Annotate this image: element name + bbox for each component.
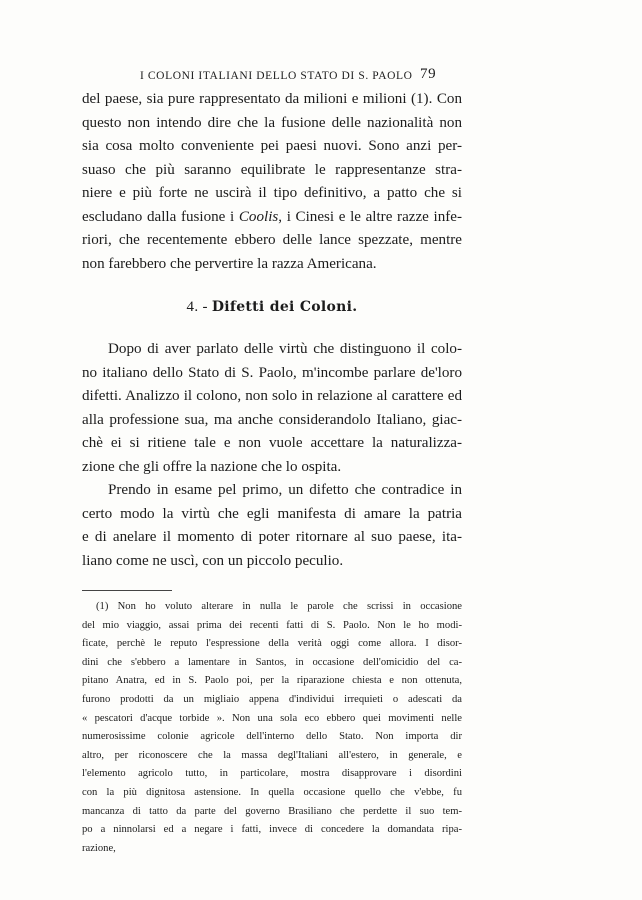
paragraph-2: [82, 479, 462, 573]
text-line: riori, che recentemente ebbero delle lance spezzate, mentre: [82, 232, 462, 248]
footnote-line: razione,: [82, 842, 116, 854]
text-line: sia cosa molto conveniente pei paesi nuovi. Sono anzi per-: [82, 138, 462, 154]
paragraph-intro: [82, 88, 462, 276]
footnote: [82, 598, 462, 858]
text-line: zione che gli offre la nazione che lo ospita.: [82, 458, 342, 475]
text-line: non farebbero che pervertire la razza Americana.: [82, 255, 377, 272]
footnote-line: con la più dignitosa astensione. In quella occasione quello che v'ebbe, fu: [82, 786, 462, 798]
section-heading: [82, 299, 462, 316]
text-line: Prendo in esame pel primo, un difetto che contradice in: [108, 482, 462, 498]
page-number: 79: [420, 66, 437, 82]
text-line: questo non intendo dire che la fusione delle nazionalità non: [82, 114, 462, 131]
book-page: [82, 66, 462, 858]
text-line: certo modo la virtù che egli manifesta di amare la patria: [82, 505, 462, 522]
text-line: liano come ne uscì, con un piccolo peculio.: [82, 552, 344, 569]
text-line: Dopo di aver parlato delle virtù che distinguono il colo-: [108, 341, 462, 357]
text-line-coolis: escludano dalla fusione i Coolis, i Cinesi e le altre razze infe-: [82, 208, 462, 225]
footnote-line: po a ninnolarsi ed a negare i fatti, invece di concedere la domandata ripa-: [82, 824, 462, 836]
footnote-line: numerosissime colonie agricole dell'interno dello Stato. Non importa dir: [82, 731, 462, 743]
footnote-line: furono prodotti da un migliaio appena d'individui irrequieti o adescati da: [82, 693, 462, 705]
footnote-divider: [82, 590, 172, 591]
footnote-line: mancanza di tatto da parte del governo Brasiliano che perdette il suo tem-: [82, 805, 462, 817]
footnote-line: (1) Non ho voluto alterare in nulla le parole che scrissi in occasione: [96, 601, 462, 612]
section-number: 4. -: [186, 299, 208, 315]
section-title: Difetti dei Coloni.: [211, 299, 358, 315]
text-line: alla professione sua, ma anche considerandolo Italiano, giac-: [82, 411, 462, 428]
italic-word: Coolis: [238, 208, 279, 225]
text-line: e di anelare il momento di poter ritornare al suo paese, ita-: [82, 529, 462, 545]
footnote-line: altro, per riconoscere che la massa degl'Italiani all'estero, in generale, e: [82, 749, 462, 761]
running-head: [82, 66, 462, 88]
footnote-line: « pescatori d'acque torbide ». Non una sola eco ebbero quei movimenti nelle: [82, 712, 462, 724]
text-line: chè ei si ritiene tale e non vuole accettare la naturalizza-: [82, 435, 462, 451]
running-title: I COLONI ITALIANI DELLO STATO DI S. PAOLO: [140, 70, 413, 82]
footnote-line: dini che s'ebbero a lamentare in Santos, in occasione dell'omicidio del ca-: [82, 656, 462, 668]
text-line: no italiano dello Stato di S. Paolo, m'incombe parlare de'loro: [82, 364, 462, 381]
text-line: suaso che più saranno equilibrate le rappresentanze stra-: [82, 161, 462, 178]
footnote-line: pitano Anatra, ed in S. Paolo poi, per la riparazione chiesta e non ottenuta,: [82, 675, 462, 687]
paragraph-1: [82, 338, 462, 479]
text-line: niere e più forte ne uscirà il tipo definitivo, a patto che si: [82, 185, 462, 201]
footnote-line: del mio viaggio, assai prima dei recenti fatti di S. Paolo. Non le ho modi-: [82, 619, 462, 631]
text-line: difetti. Analizzo il colono, non solo in relazione al carattere ed: [82, 388, 462, 404]
footnote-line: l'elemento agricolo tutto, in particolare, mostra disapprovare i disordini: [82, 768, 462, 780]
footnote-line: ficate, perchè le reputo l'espressione della verità oggi come allora. I disor-: [82, 638, 462, 650]
text-line: del paese, sia pure rappresentato da milioni e milioni (1). Con: [82, 91, 462, 107]
